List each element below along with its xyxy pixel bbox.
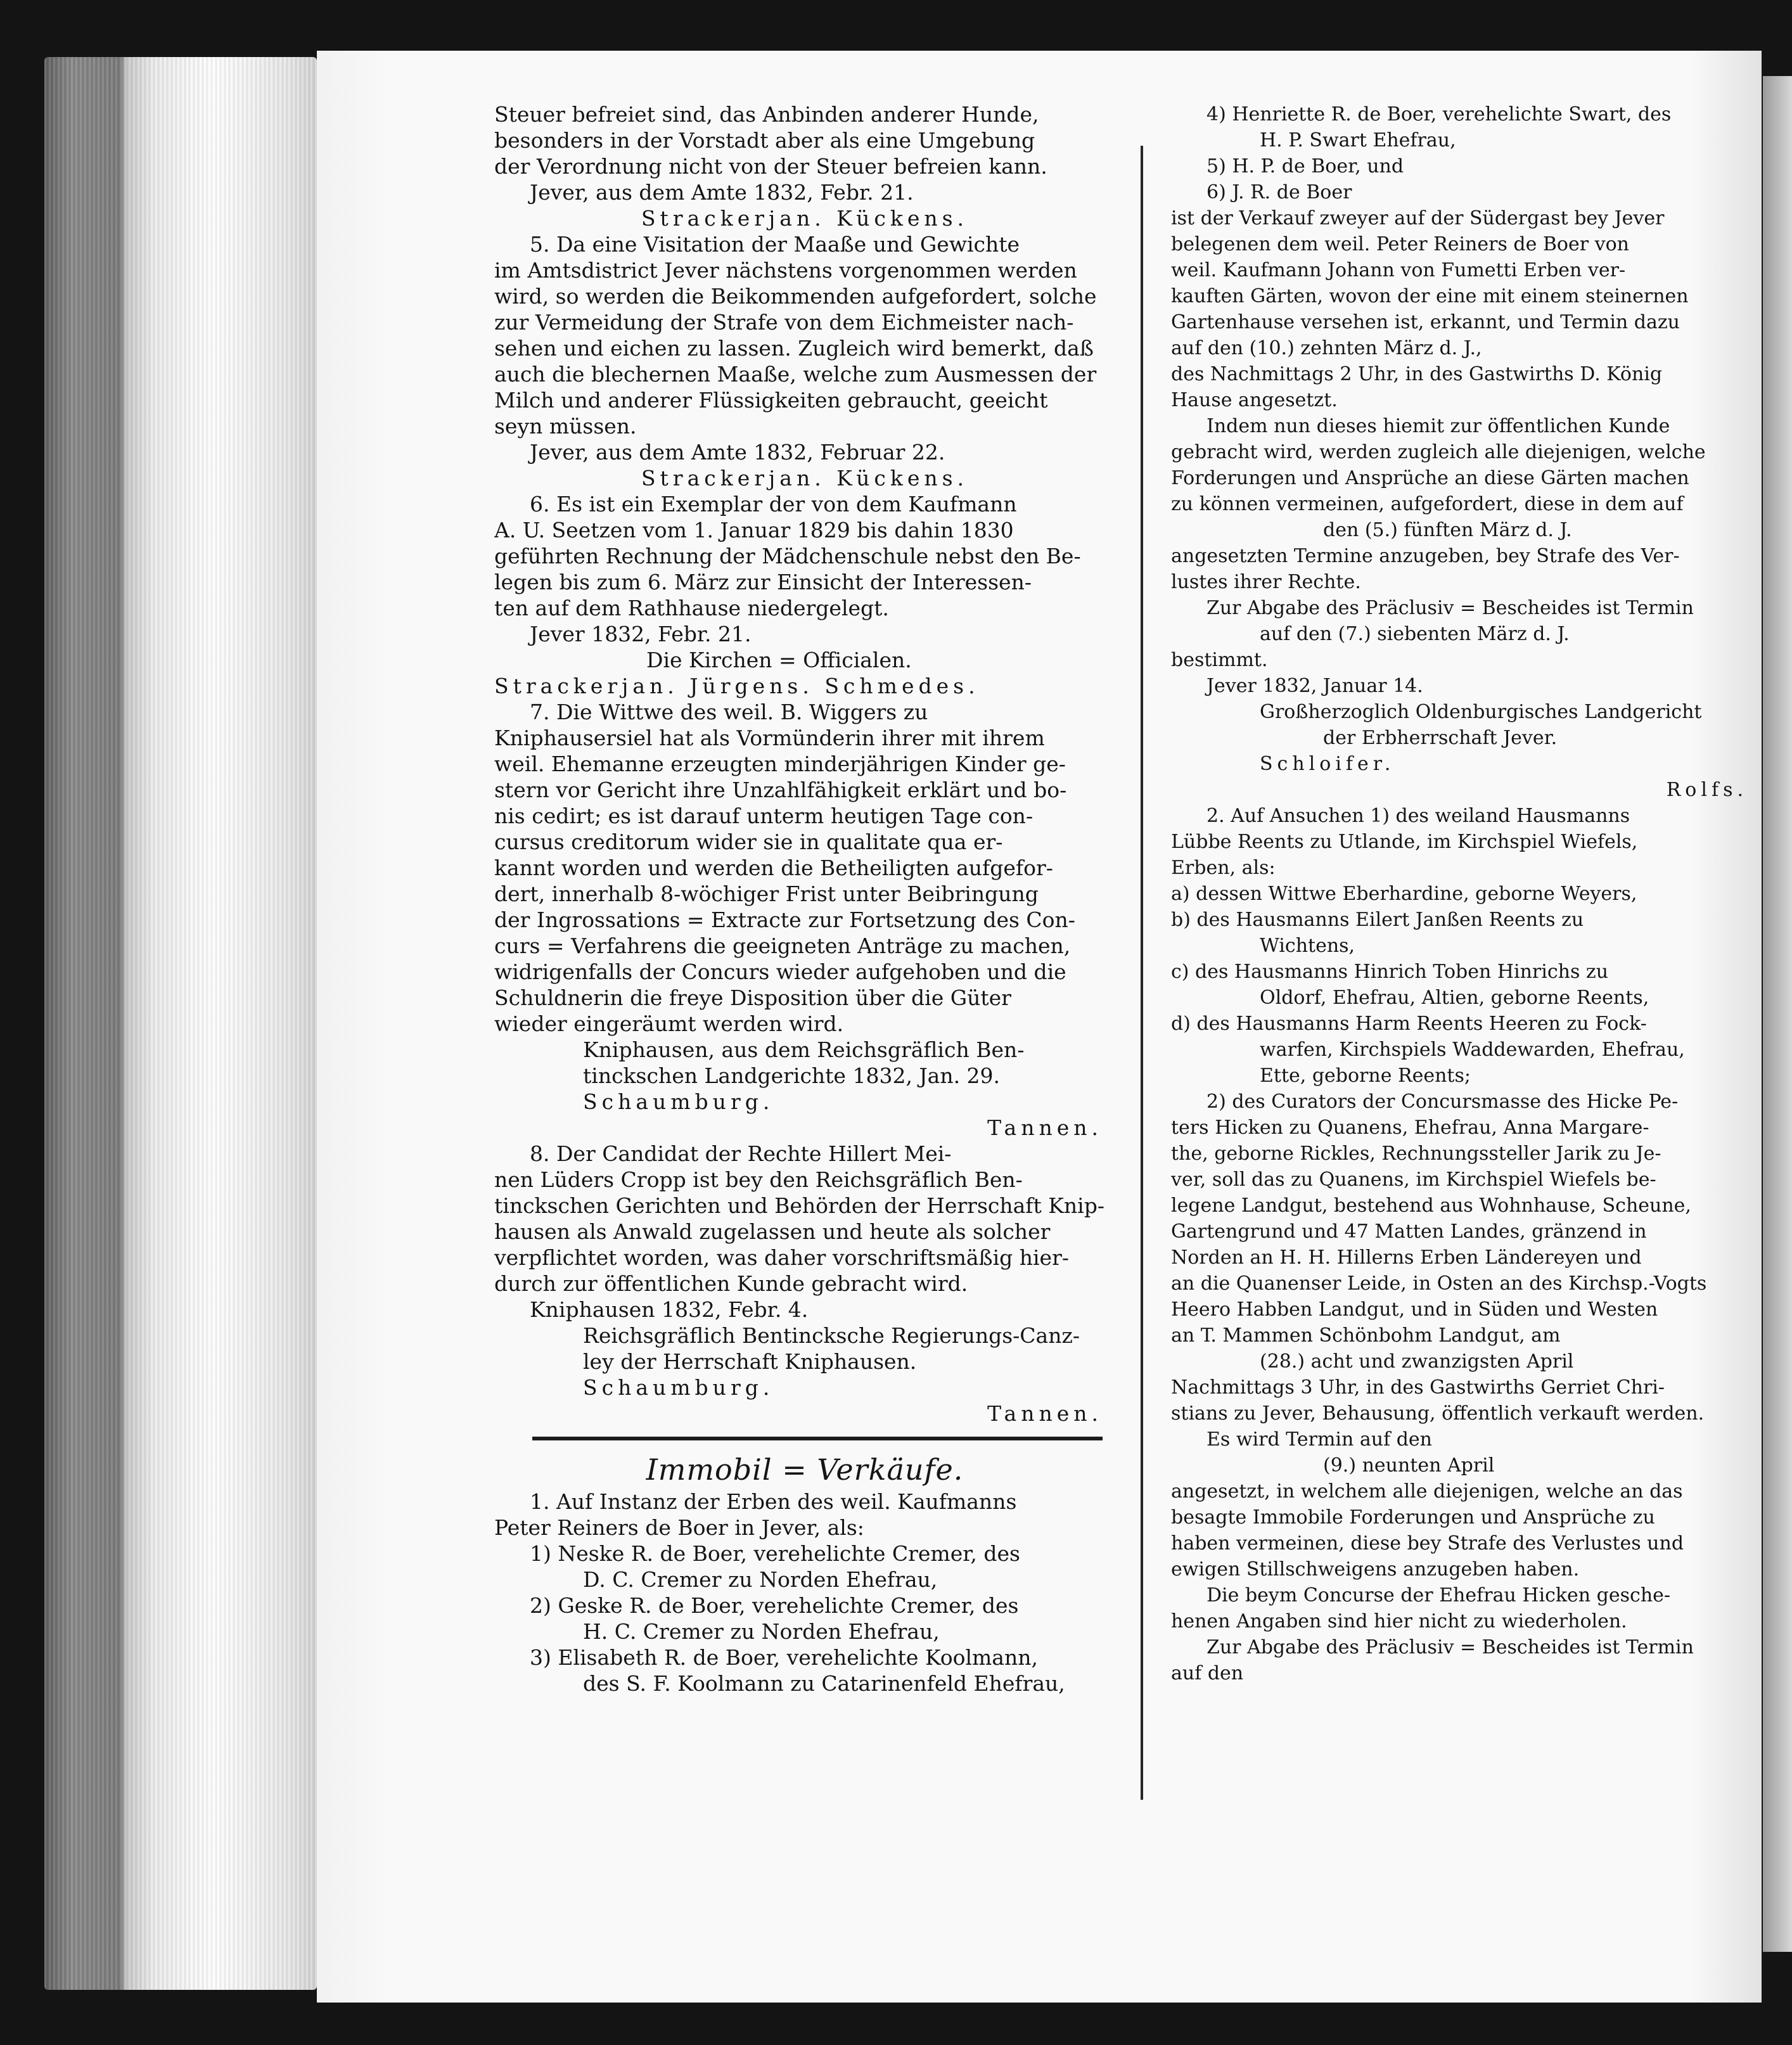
text-line: 1. Auf Instanz der Erben des weil. Kaufmanns [530,1489,1017,1514]
text-line: weil. Kaufmann Johann von Fumetti Erben ver- [1171,259,1626,281]
signature: Rolfs. [1666,779,1748,801]
text-line: der Verordnung nicht von der Steuer befreien kann. [494,154,1047,179]
text-line: Gartenhause versehen ist, erkannt, und Termin dazu [1171,311,1680,333]
text-line: 7. Die Wittwe des weil. B. Wiggers zu [530,700,928,724]
text-line: H. C. Cremer zu Norden Ehefrau, [583,1619,940,1644]
text-line: zu können vermeinen, aufgefordert, diese in dem auf [1171,493,1684,515]
text-line: dert, innerhalb 8-wöchiger Frist unter Beibringung [494,881,1039,906]
text-line: Schuldnerin die freye Disposition über die Güter [494,985,1011,1010]
text-line: tinckschen Gerichten und Behörden der Herrschaft Knip- [494,1193,1104,1218]
text-line: ten auf dem Rathhause niedergelegt. [494,596,889,620]
signature: Strackerjan. Jürgens. Schmedes. [494,674,980,698]
text-line: nen Lüders Cropp ist bey den Reichsgräflich Ben- [494,1167,1023,1192]
text-line: curs = Verfahrens die geeigneten Anträge zu machen, [494,933,1071,958]
text-line: Steuer befreiet sind, das Anbinden anderer Hunde, [494,102,1039,127]
text-line: cursus creditorum wider sie in qualitate qua er- [494,830,1003,854]
text-line: Norden an H. H. Hillerns Erben Ländereyen und [1171,1247,1642,1269]
dateline: Jever, aus dem Amte 1832, Februar 22. [530,440,945,465]
text-line: stians zu Jever, Behausung, öffentlich verkauft werden. [1171,1402,1705,1425]
column-rule [1141,146,1143,1800]
text-line: Indem nun dieses hiemit zur öffentlichen Kunde [1206,415,1670,437]
book-edge [44,57,317,1990]
text-line: ver, soll das zu Quanens, im Kirchspiel Wiefels be- [1171,1169,1656,1191]
left-column [494,101,1115,1696]
text-line: auf den [1171,1662,1244,1684]
text-line: kannt worden und werden die Betheiligten aufgefor- [494,856,1053,880]
text-line: Peter Reiners de Boer in Jever, als: [494,1515,864,1540]
text-line: wieder eingeräumt werden wird. [494,1011,844,1036]
list-item: d) des Hausmanns Harm Reents Heeren zu Fock- [1171,1013,1647,1035]
text-line: Heero Habben Landgut, und in Süden und Westen [1171,1298,1658,1321]
dateline: Kniphausen, aus dem Reichsgräflich Ben- [583,1037,1025,1062]
text-line: A. U. Seetzen vom 1. Januar 1829 bis dahin 1830 [494,518,1014,542]
list-item: 5) H. P. de Boer, und [1206,155,1404,177]
text-line: geführten Rechnung der Mädchenschule nebst den Be- [494,544,1081,568]
text-line: ist der Verkauf zweyer auf der Südergast bey Jever [1171,207,1665,229]
text-line: hausen als Anwald zugelassen und heute als solcher [494,1219,1051,1244]
section-heading: Immobil = Verkäufe. [646,1452,964,1487]
text-line: Oldorf, Ehefrau, Altien, geborne Reents, [1260,987,1649,1009]
text-line: warfen, Kirchspiels Waddewarden, Ehefrau, [1260,1039,1685,1061]
text-line: an die Quanenser Leide, in Osten an des Kirchsp.-Vogts [1171,1273,1707,1295]
text-line: besonders in der Vorstadt aber als eine Umgebung [494,128,1035,153]
text-line: wird, so werden die Beikommenden aufgefordert, solche [494,284,1097,309]
text-line: Zur Abgabe des Präclusiv = Bescheides ist Termin [1206,1636,1694,1658]
text-line: Erben, als: [1171,857,1276,879]
dateline: Kniphausen 1832, Febr. 4. [530,1297,809,1322]
text-line: Reichsgräflich Bentincksche Regierungs-Canz- [583,1323,1080,1348]
text-line: Milch und anderer Flüssigkeiten gebraucht, geeicht [494,388,1048,413]
dateline: Jever 1832, Januar 14. [1206,675,1423,697]
text-line: im Amtsdistrict Jever nächstens vorgenommen werden [494,258,1077,283]
text-line: verpflichtet worden, was daher vorschriftsmäßig hier- [494,1245,1070,1270]
signature: Strackerjan. Kückens. [641,206,969,231]
text-line: durch zur öffentlichen Kunde gebracht wird. [494,1271,968,1296]
text-line: Hause angesetzt. [1171,389,1338,411]
text-line: 8. Der Candidat der Rechte Hillert Mei- [530,1141,952,1166]
text-line: Wichtens, [1260,935,1355,957]
list-item: 1) Neske R. de Boer, verehelichte Cremer, des [530,1541,1020,1566]
text-line: legene Landgut, bestehend aus Wohnhause, Scheune, [1171,1195,1691,1217]
text-line: 6. Es ist ein Exemplar der von dem Kaufmann [530,492,1017,516]
list-item: b) des Hausmanns Eilert Janßen Reents zu [1171,909,1584,931]
list-item: 3) Elisabeth R. de Boer, verehelichte Koolmann, [530,1645,1038,1670]
text-line: H. P. Swart Ehefrau, [1260,129,1456,151]
text-line: den (5.) fünften März d. J. [1323,519,1572,541]
text-line: kauften Gärten, wovon der eine mit einem steinernen [1171,285,1689,307]
text-line: widrigenfalls der Concurs wieder aufgehoben und die [494,959,1066,984]
text-line: ters Hicken zu Quanens, Ehefrau, Anna Margare- [1171,1117,1649,1139]
text-line: Die beym Concurse der Ehefrau Hicken gesche- [1206,1584,1671,1606]
text-line: auf den (10.) zehnten März d. J., [1171,337,1482,359]
text-line: besagte Immobile Forderungen und Ansprüche zu [1171,1506,1655,1529]
list-item: 2) Geske R. de Boer, verehelichte Cremer, des [530,1593,1019,1618]
text-line: des Nachmittags 2 Uhr, in des Gastwirths D. König [1171,363,1663,385]
list-item: 6) J. R. de Boer [1206,181,1352,203]
text-line: (28.) acht und zwanzigsten April [1260,1350,1574,1373]
text-line: the, geborne Rickles, Rechnungssteller Jarik zu Je- [1171,1143,1661,1165]
text-line: 2) des Curators der Concursmasse des Hicke Pe- [1206,1091,1679,1113]
section-divider [532,1437,1103,1440]
text-line: ley der Herrschaft Kniphausen. [583,1349,917,1374]
list-item: 4) Henriette R. de Boer, verehelichte Swart, des [1206,103,1672,125]
text-line: haben vermeinen, diese bey Strafe des Verlustes und [1171,1532,1684,1555]
text-line: angesetzt, in welchem alle diejenigen, welche an das [1171,1480,1683,1503]
text-line: 2. Auf Ansuchen 1) des weiland Hausmanns [1206,805,1630,827]
text-line: Forderungen und Ansprüche an diese Gärten machen [1171,467,1689,489]
text-line: auch die blechernen Maaße, welche zum Ausmessen der [494,362,1097,387]
signature: Tannen. [987,1115,1103,1140]
text-line: Nachmittags 3 Uhr, in des Gastwirths Gerriet Chri- [1171,1376,1665,1399]
signature: Schaumburg. [583,1089,774,1114]
text-line: Die Kirchen = Officialen. [646,648,912,672]
text-line: der Ingrossations = Extracte zur Fortsetzung des Con- [494,907,1075,932]
signature: Schloifer. [1260,753,1395,775]
text-line: der Erbherrschaft Jever. [1323,727,1558,749]
text-line: des S. F. Koolmann zu Catarinenfeld Ehefrau, [583,1671,1065,1696]
text-line: legen bis zum 6. März zur Einsicht der Interessen- [494,570,1032,594]
text-line: an T. Mammen Schönbohm Landgut, am [1171,1324,1561,1347]
right-column [1171,101,1760,1686]
text-line: henen Angaben sind hier nicht zu wiederholen. [1171,1610,1627,1632]
signature: Schaumburg. [583,1375,774,1400]
text-line: Zur Abgabe des Präclusiv = Bescheides ist Termin [1206,597,1694,619]
text-line: Kniphausersiel hat als Vormünderin ihrer mit ihrem [494,726,1045,750]
dateline: Jever, aus dem Amte 1832, Febr. 21. [530,180,914,205]
text-line: lustes ihrer Rechte. [1171,571,1361,593]
text-line: (9.) neunten April [1323,1454,1495,1477]
signature: Strackerjan. Kückens. [641,466,969,490]
text-line: D. C. Cremer zu Norden Ehefrau, [583,1567,938,1592]
text-line: ewigen Stillschweigens anzugeben haben. [1171,1558,1580,1580]
text-line: 5. Da eine Visitation der Maaße und Gewichte [530,232,1020,257]
text-line: belegenen dem weil. Peter Reiners de Boer von [1171,233,1629,255]
text-line: Ette, geborne Reents; [1260,1065,1471,1087]
text-line: bestimmt. [1171,649,1268,671]
text-line: Gartengrund und 47 Matten Landes, gränzend in [1171,1221,1647,1243]
text-line: stern vor Gericht ihre Unzahlfähigkeit erklärt und bo- [494,778,1067,802]
facing-page-edge [1763,76,1792,1952]
text-line: nis cedirt; es ist darauf unterm heutigen Tage con- [494,804,1034,828]
text-line: Lübbe Reents zu Utlande, im Kirchspiel Wiefels, [1171,831,1638,853]
text-line: Großherzoglich Oldenburgisches Landgericht [1260,701,1702,723]
text-line: angesetzten Termine anzugeben, bey Strafe des Ver- [1171,545,1680,567]
list-item: c) des Hausmanns Hinrich Toben Hinrichs zu [1171,961,1609,983]
signature: Tannen. [987,1401,1103,1426]
text-line: gebracht wird, werden zugleich alle diejenigen, welche [1171,441,1706,463]
dateline: Jever 1832, Febr. 21. [530,622,752,646]
text-line: Es wird Termin auf den [1206,1428,1432,1451]
text-line: sehen und eichen zu lassen. Zugleich wird bemerkt, daß [494,336,1094,361]
text-line: seyn müssen. [494,414,637,439]
dateline: tinckschen Landgerichte 1832, Jan. 29. [583,1063,1001,1088]
text-line: auf den (7.) siebenten März d. J. [1260,623,1570,645]
text-line: zur Vermeidung der Strafe von dem Eichmeister nach- [494,310,1074,335]
text-line: weil. Ehemanne erzeugten minderjährigen Kinder ge- [494,752,1066,776]
list-item: a) dessen Wittwe Eberhardine, geborne Weyers, [1171,883,1637,905]
